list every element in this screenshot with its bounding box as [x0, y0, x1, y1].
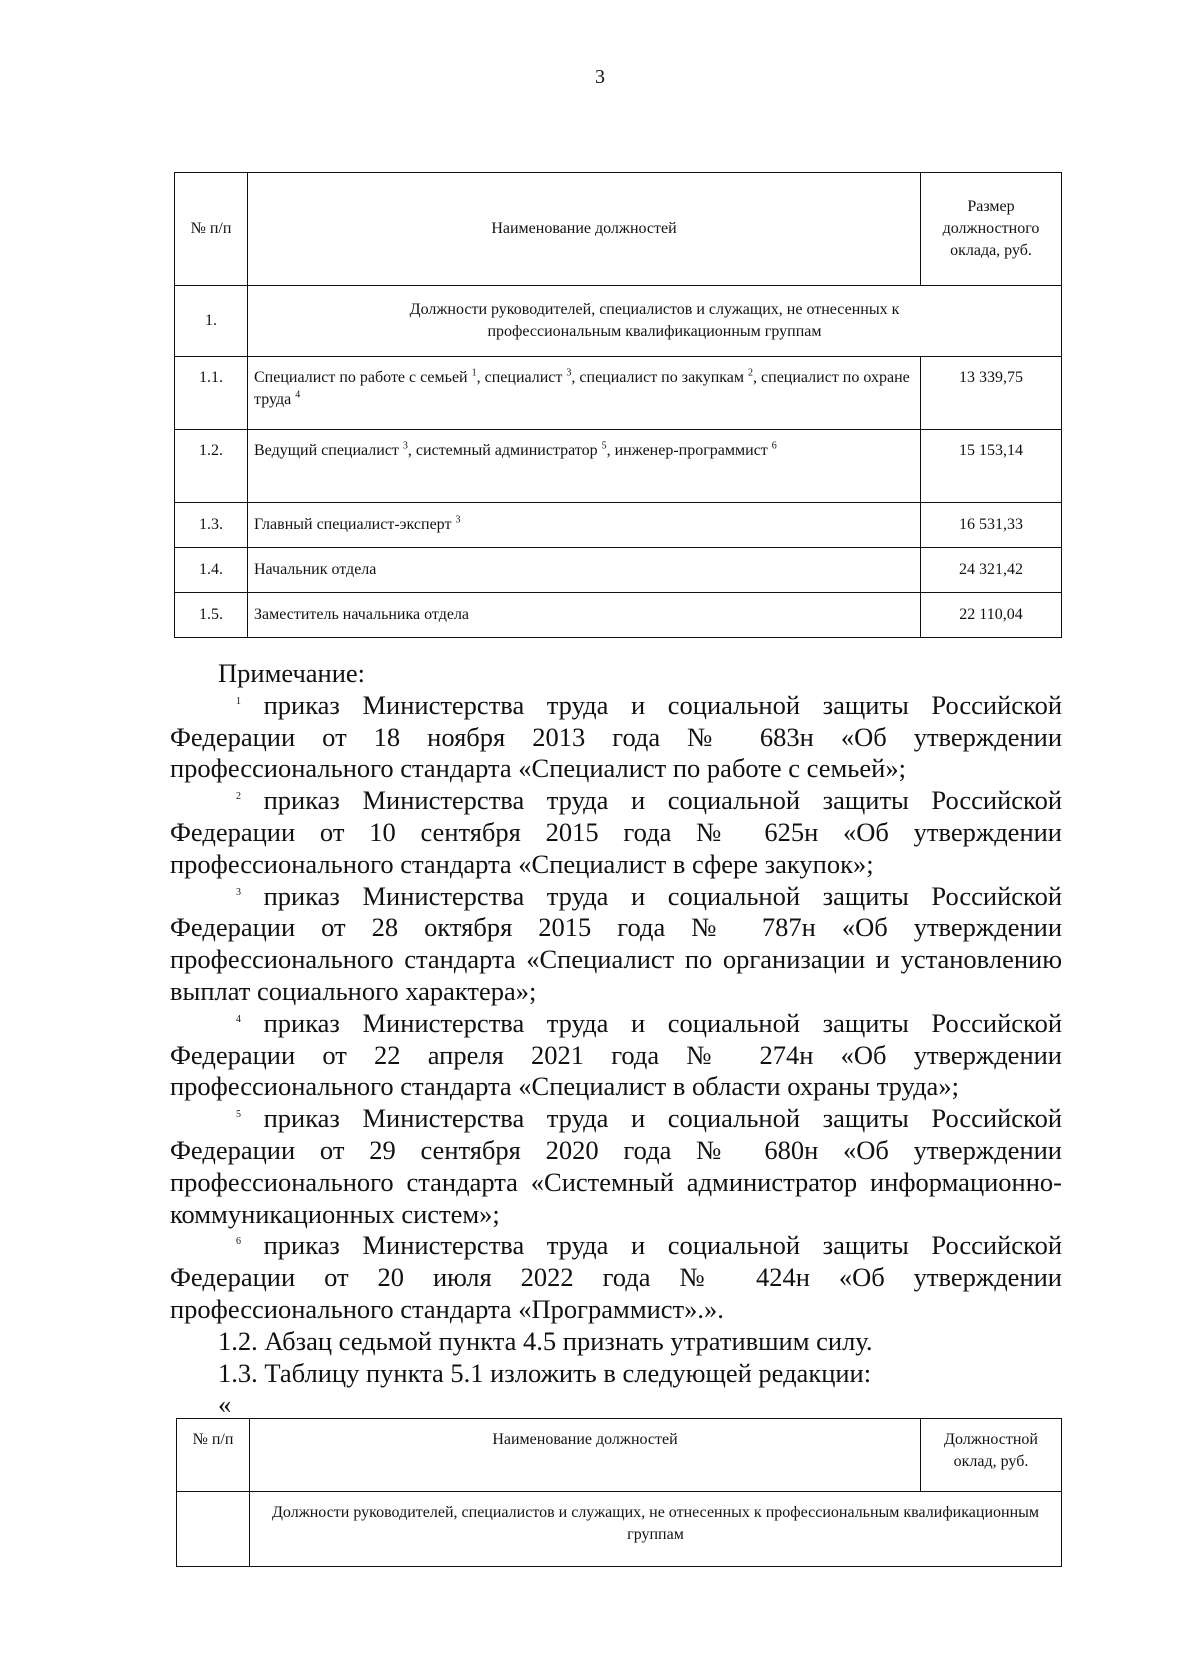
note-text: приказ Министерства труда и социальной защиты Российской Федерации от 29 сентября 2020 года № 680н «Об утверждении профессионального стандарта «Системный администратор информационно-коммуникационных систем»; [170, 1103, 1062, 1229]
note-text: приказ Министерства труда и социальной защиты Российской Федерации от 10 сентября 2015 года № 625н «Об утверждении профессионального стандарта «Специалист в сфере закупок»; [170, 785, 1062, 879]
position-text: Специалист по работе с семьей [254, 369, 472, 386]
row-salary: 22 110,04 [921, 593, 1062, 638]
position-text: , специалист по закупкам [571, 369, 749, 386]
footnote-ref: 5 [601, 440, 607, 452]
position-text: Ведущий специалист [254, 442, 403, 459]
row-number: 1.4. [175, 548, 248, 593]
footnote-ref: 3 [455, 514, 461, 526]
table-row [175, 430, 1062, 503]
footnote-ref: 6 [771, 440, 777, 452]
section-number: 1. [175, 286, 248, 357]
paragraph-1-3: 1.3. Таблицу пункта 5.1 изложить в следующей редакции: [218, 1357, 872, 1388]
row-number: 1.5. [175, 593, 248, 638]
section-number [177, 1492, 250, 1567]
table-row [175, 593, 1062, 638]
footnote-ref: 3 [402, 440, 408, 452]
note-mark: 5 [236, 1109, 241, 1121]
salary-table [174, 172, 1062, 638]
note-text: приказ Министерства труда и социальной защиты Российской Федерации от 20 июля 2022 года № 424н «Об утверждении профессионального стандарта «Программист».». [170, 1230, 1062, 1324]
table-row [175, 548, 1062, 593]
new-salary-table [176, 1418, 1062, 1567]
table-row [175, 503, 1062, 548]
header-salary: Размер должностного оклада, руб. [921, 173, 1062, 286]
note-item [170, 1008, 1062, 1103]
opening-quote: « [218, 1389, 232, 1420]
note-item [170, 881, 1062, 1008]
table-header-row [175, 173, 1062, 286]
note-text: приказ Министерства труда и социальной защиты Российской Федерации от 18 ноября 2013 года № 683н «Об утверждении профессионального стандарта «Специалист по работе с семьей»; [170, 689, 1062, 784]
paragraph-1-2: 1.2. Абзац седьмой пункта 4.5 признать утратившим силу. [218, 1325, 873, 1356]
note-mark: 3 [236, 886, 241, 898]
footnote-ref: 4 [295, 389, 301, 401]
row-salary: 16 531,33 [921, 503, 1062, 548]
row-salary: 15 153,14 [921, 430, 1062, 503]
section-title: Должности руководителей, специалистов и служащих, не отнесенных к профессиональным квалификационным группам [250, 1492, 1062, 1567]
row-number: 1.1. [175, 357, 248, 430]
position-text: Главный специалист-эксперт [254, 516, 456, 533]
row-position [248, 503, 921, 548]
footnote-ref: 3 [566, 367, 572, 379]
footnote-ref: 2 [748, 367, 754, 379]
note-item [170, 785, 1062, 880]
position-text: , специалист [476, 369, 567, 386]
section-title: Должности руководителей, специалистов и служащих, не отнесенных к профессиональным квалификационным группам [248, 286, 1062, 357]
footnote-ref: 1 [471, 367, 477, 379]
section-row [175, 286, 1062, 357]
note-mark: 2 [236, 791, 241, 803]
header-position: Наименование должностей [248, 173, 921, 286]
notes-section [170, 658, 1062, 1421]
note-item [170, 690, 1062, 785]
note-mark: 4 [236, 1013, 241, 1025]
page-number: 3 [595, 66, 605, 88]
row-salary: 13 339,75 [921, 357, 1062, 430]
position-text: , инженер-программист [606, 442, 772, 459]
row-number: 1.2. [175, 430, 248, 503]
position-text: , специалист по охране труда [254, 369, 910, 408]
header-salary: Должностной оклад, руб. [921, 1419, 1062, 1492]
note-mark: 1 [236, 695, 241, 707]
section-row [177, 1492, 1062, 1567]
notes-title: Примечание: [218, 658, 366, 688]
header-position: Наименование должностей [250, 1419, 921, 1492]
row-salary: 24 321,42 [921, 548, 1062, 593]
row-position [248, 430, 921, 503]
note-text: приказ Министерства труда и социальной защиты Российской Федерации от 22 апреля 2021 года № 274н «Об утверждении профессионального стандарта «Специалист в области охраны труда»; [170, 1007, 1062, 1102]
row-position: Заместитель начальника отдела [248, 593, 921, 638]
table-row [175, 357, 1062, 430]
row-position: Начальник отдела [248, 548, 921, 593]
note-item [170, 1103, 1062, 1230]
row-number: 1.3. [175, 503, 248, 548]
position-text: , системный администратор [407, 442, 602, 459]
row-position [248, 357, 921, 430]
note-mark: 6 [236, 1236, 241, 1248]
note-text: приказ Министерства труда и социальной защиты Российской Федерации от 28 октября 2015 года № 787н «Об утверждении профессионального стандарта «Специалист по организации и установлению выплат социального характера»; [170, 880, 1062, 1006]
header-number: № п/п [175, 173, 248, 286]
table-header-row [177, 1419, 1062, 1492]
note-item [170, 1230, 1062, 1325]
header-number: № п/п [177, 1419, 250, 1492]
